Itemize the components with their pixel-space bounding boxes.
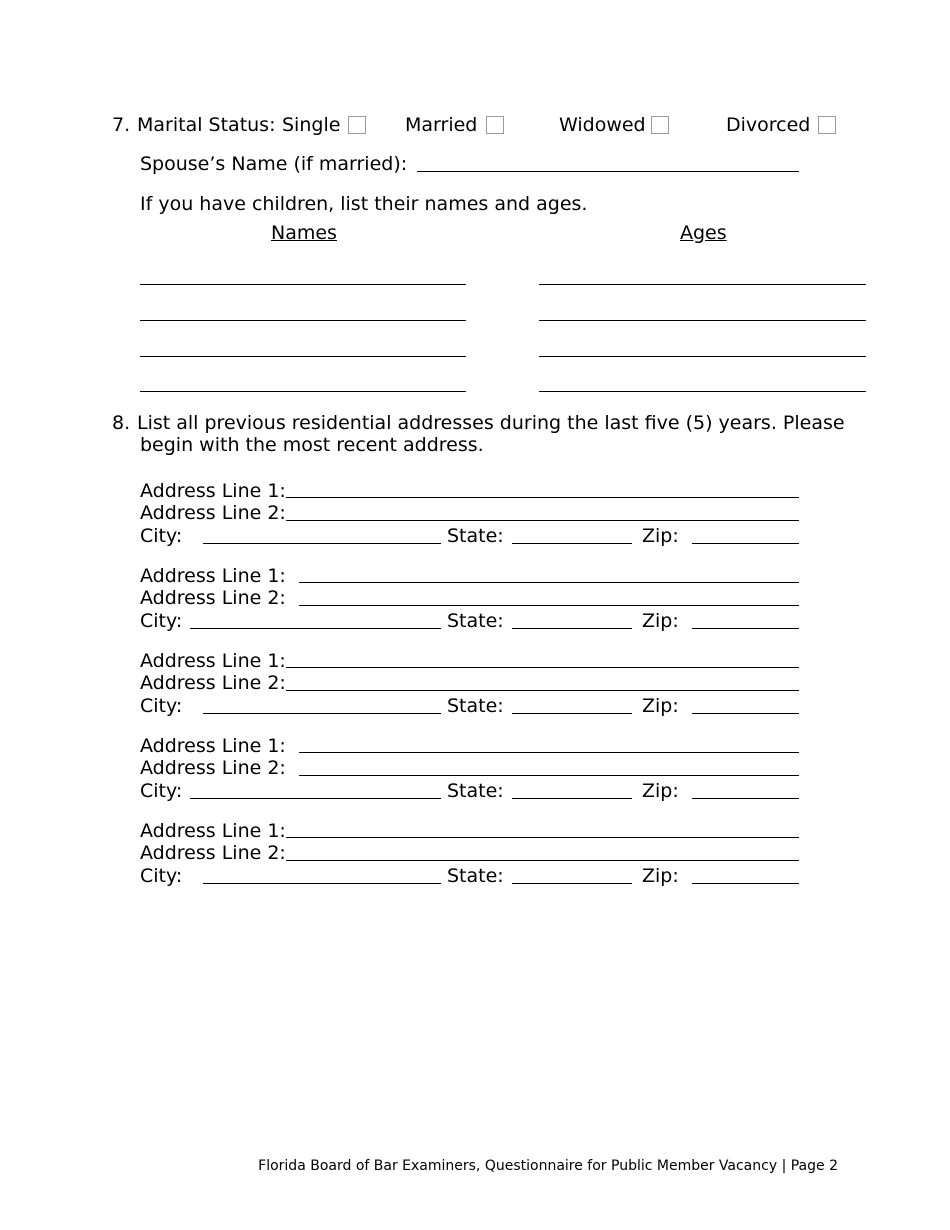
address2-city-field[interactable] — [190, 628, 441, 629]
children-prompt: If you have children, list their names and ages. — [140, 193, 588, 215]
address5-line1-label: Address Line 1: — [140, 820, 286, 842]
child-age-field-1[interactable] — [539, 284, 866, 285]
address3-state-label: State: — [447, 695, 504, 717]
option-divorced-label: Divorced — [726, 114, 811, 136]
address3-state-field[interactable] — [512, 713, 632, 714]
address5-city-field[interactable] — [203, 883, 441, 884]
option-single-label: Single — [282, 114, 341, 136]
address4-city-label: City: — [140, 780, 183, 802]
address4-state-label: State: — [447, 780, 504, 802]
address1-state-label: State: — [447, 525, 504, 547]
address2-zip-label: Zip: — [642, 610, 679, 632]
address3-line1-label: Address Line 1: — [140, 650, 286, 672]
address2-line2-label: Address Line 2: — [140, 587, 286, 609]
ages-column-header: Ages — [680, 222, 727, 244]
q8-prompt-line1: List all previous residential addresses during the last five (5) years. Please — [137, 412, 845, 434]
address1-line1-label: Address Line 1: — [140, 480, 286, 502]
address3-line2-label: Address Line 2: — [140, 672, 286, 694]
address5-zip-label: Zip: — [642, 865, 679, 887]
single-checkbox[interactable] — [348, 116, 366, 134]
address3-zip-field[interactable] — [692, 713, 799, 714]
child-age-field-3[interactable] — [539, 356, 866, 357]
address4-city-field[interactable] — [190, 798, 441, 799]
child-name-field-3[interactable] — [140, 356, 466, 357]
address5-line2-field[interactable] — [286, 860, 799, 861]
address5-state-label: State: — [447, 865, 504, 887]
address1-state-field[interactable] — [512, 543, 632, 544]
option-married-label: Married — [405, 114, 478, 136]
child-age-field-2[interactable] — [539, 320, 866, 321]
child-name-field-4[interactable] — [140, 391, 466, 392]
option-widowed-label: Widowed — [559, 114, 646, 136]
address5-line1-field[interactable] — [286, 837, 799, 838]
address1-zip-label: Zip: — [642, 525, 679, 547]
address1-city-field[interactable] — [203, 543, 441, 544]
address2-state-label: State: — [447, 610, 504, 632]
address1-line2-field[interactable] — [286, 520, 799, 521]
address4-state-field[interactable] — [512, 798, 632, 799]
address4-line1-label: Address Line 1: — [140, 735, 286, 757]
address2-city-label: City: — [140, 610, 183, 632]
address4-zip-label: Zip: — [642, 780, 679, 802]
widowed-checkbox[interactable] — [651, 116, 669, 134]
spouse-name-label: Spouse’s Name (if married): — [140, 153, 408, 175]
divorced-checkbox[interactable] — [818, 116, 836, 134]
married-checkbox[interactable] — [486, 116, 504, 134]
spouse-name-field[interactable] — [417, 171, 799, 172]
address3-city-label: City: — [140, 695, 183, 717]
child-name-field-1[interactable] — [140, 284, 466, 285]
address3-zip-label: Zip: — [642, 695, 679, 717]
address2-line2-field[interactable] — [299, 605, 799, 606]
address1-line2-label: Address Line 2: — [140, 502, 286, 524]
address4-zip-field[interactable] — [692, 798, 799, 799]
page-footer: Florida Board of Bar Examiners, Questionnaire for Public Member Vacancy | Page 2 — [258, 1158, 838, 1174]
address4-line2-label: Address Line 2: — [140, 757, 286, 779]
address5-line2-label: Address Line 2: — [140, 842, 286, 864]
address1-zip-field[interactable] — [692, 543, 799, 544]
address4-line2-field[interactable] — [299, 775, 799, 776]
address2-line1-field[interactable] — [299, 582, 799, 583]
child-name-field-2[interactable] — [140, 320, 466, 321]
address2-line1-label: Address Line 1: — [140, 565, 286, 587]
address2-state-field[interactable] — [512, 628, 632, 629]
address5-city-label: City: — [140, 865, 183, 887]
child-age-field-4[interactable] — [539, 391, 866, 392]
address5-zip-field[interactable] — [692, 883, 799, 884]
address5-state-field[interactable] — [512, 883, 632, 884]
address3-city-field[interactable] — [203, 713, 441, 714]
names-column-header: Names — [271, 222, 337, 244]
q7-label: Marital Status: — [137, 114, 276, 136]
address2-zip-field[interactable] — [692, 628, 799, 629]
q8-number: 8. — [112, 412, 131, 434]
address1-city-label: City: — [140, 525, 183, 547]
q8-prompt-line2: begin with the most recent address. — [140, 434, 484, 456]
address3-line1-field[interactable] — [286, 667, 799, 668]
address4-line1-field[interactable] — [299, 752, 799, 753]
address1-line1-field[interactable] — [286, 497, 799, 498]
address3-line2-field[interactable] — [286, 690, 799, 691]
q7-number: 7. — [112, 114, 131, 136]
